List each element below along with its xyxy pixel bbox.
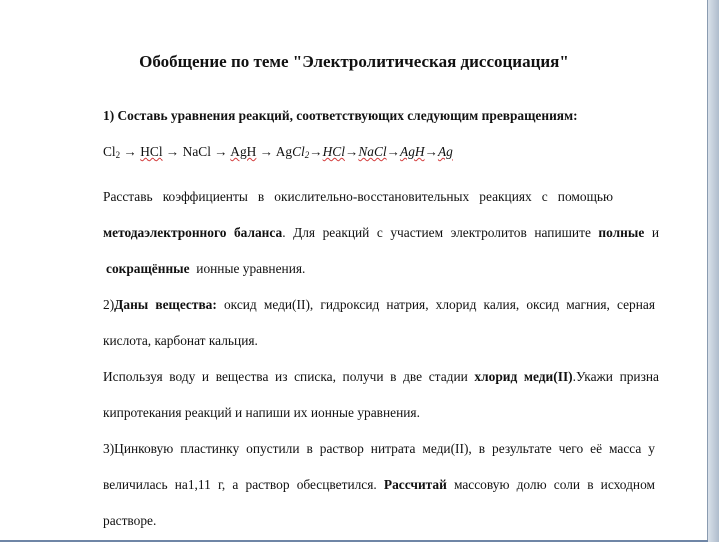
para-line2-rest: . Для реакций с участием электролитов напишите	[282, 225, 599, 240]
task2-line3-start: Используя воду и вещества из списка, получи в две стадии	[103, 369, 475, 384]
chain-arrow-8: →	[424, 144, 438, 159]
chain-hcl-2: HCl	[322, 144, 345, 159]
task1-paragraph-line1: Расставь коэффициенты в окислительно-восстановительных реакциях с помощью	[103, 189, 613, 204]
task2-line4: кипротекания реакций и напиши их ионные уравнения.	[103, 405, 420, 420]
chain-hcl: HCl	[140, 144, 163, 159]
chain-nacl-2: NaCl	[358, 144, 387, 159]
task2-line1	[103, 297, 655, 313]
reduced-bold: сокращённые	[106, 261, 190, 276]
chain-arrow-5: →	[309, 144, 323, 159]
chain-agcl: Ag	[275, 144, 293, 159]
task1-heading-text: 1) Составь уравнения реакций, соответствующих следующим превращениям:	[103, 108, 578, 123]
task1-paragraph-line3	[106, 261, 666, 277]
task3-line2	[103, 477, 655, 493]
full-bold: полные	[598, 225, 645, 240]
task2-line2: кислота, карбонат кальция.	[103, 333, 258, 348]
task3-line2-end: массовую долю соли в исходном	[446, 477, 655, 492]
task1-heading	[103, 108, 663, 124]
copper-chloride-bold: хлорид меди(II)	[474, 369, 573, 384]
chain-agcl-sub: 2	[304, 150, 310, 160]
task3-line2-start: величилась на1,11 г, а раствор обесцветился.	[103, 477, 384, 492]
task2-line3	[103, 369, 659, 385]
chain-nacl: NaCl	[182, 144, 211, 159]
task3-line3: растворе.	[103, 513, 157, 528]
chain-agh-2: AgH	[400, 144, 425, 159]
calculate-bold: Рассчитай	[383, 477, 447, 492]
vertical-scrollbar[interactable]	[707, 0, 719, 542]
chain-arrow-7: →	[386, 144, 401, 159]
chain-arrow-1: →	[120, 144, 141, 159]
chain-cl-sub: 2	[115, 150, 121, 160]
task2-line1-rest: оксид меди(II), гидроксид натрия, хлорид калия, оксид магния, серная	[216, 297, 656, 312]
task3-line1: 3)Цинковую пластинку опустили в раствор нитрата меди(II), в результате чего её масса у	[103, 441, 655, 456]
chain-agcl-italic: Cl	[292, 144, 305, 159]
chain-ag-2: Ag	[437, 144, 453, 159]
para-line2-end: и	[644, 225, 659, 240]
chain-arrow-4: →	[256, 144, 276, 159]
method-bold: методаэлектронного баланса	[103, 225, 283, 240]
chain-cl: Cl	[103, 144, 116, 159]
para-line3-rest: ионные уравнения.	[196, 261, 306, 276]
task2-bold: Даны вещества:	[114, 297, 217, 312]
chain-arrow-2: →	[162, 144, 183, 159]
document-title: Обобщение по теме "Электролитическая диссоциация"	[139, 52, 569, 71]
task1-paragraph-line2	[103, 225, 659, 241]
chain-agh: AgH	[230, 144, 257, 159]
chain-arrow-3: →	[210, 144, 231, 159]
task2-line3-end: .Укажи призна	[572, 369, 659, 384]
reaction-chain	[103, 144, 663, 160]
task2-prefix: 2)	[103, 297, 115, 312]
chain-arrow-6: →	[344, 144, 359, 159]
